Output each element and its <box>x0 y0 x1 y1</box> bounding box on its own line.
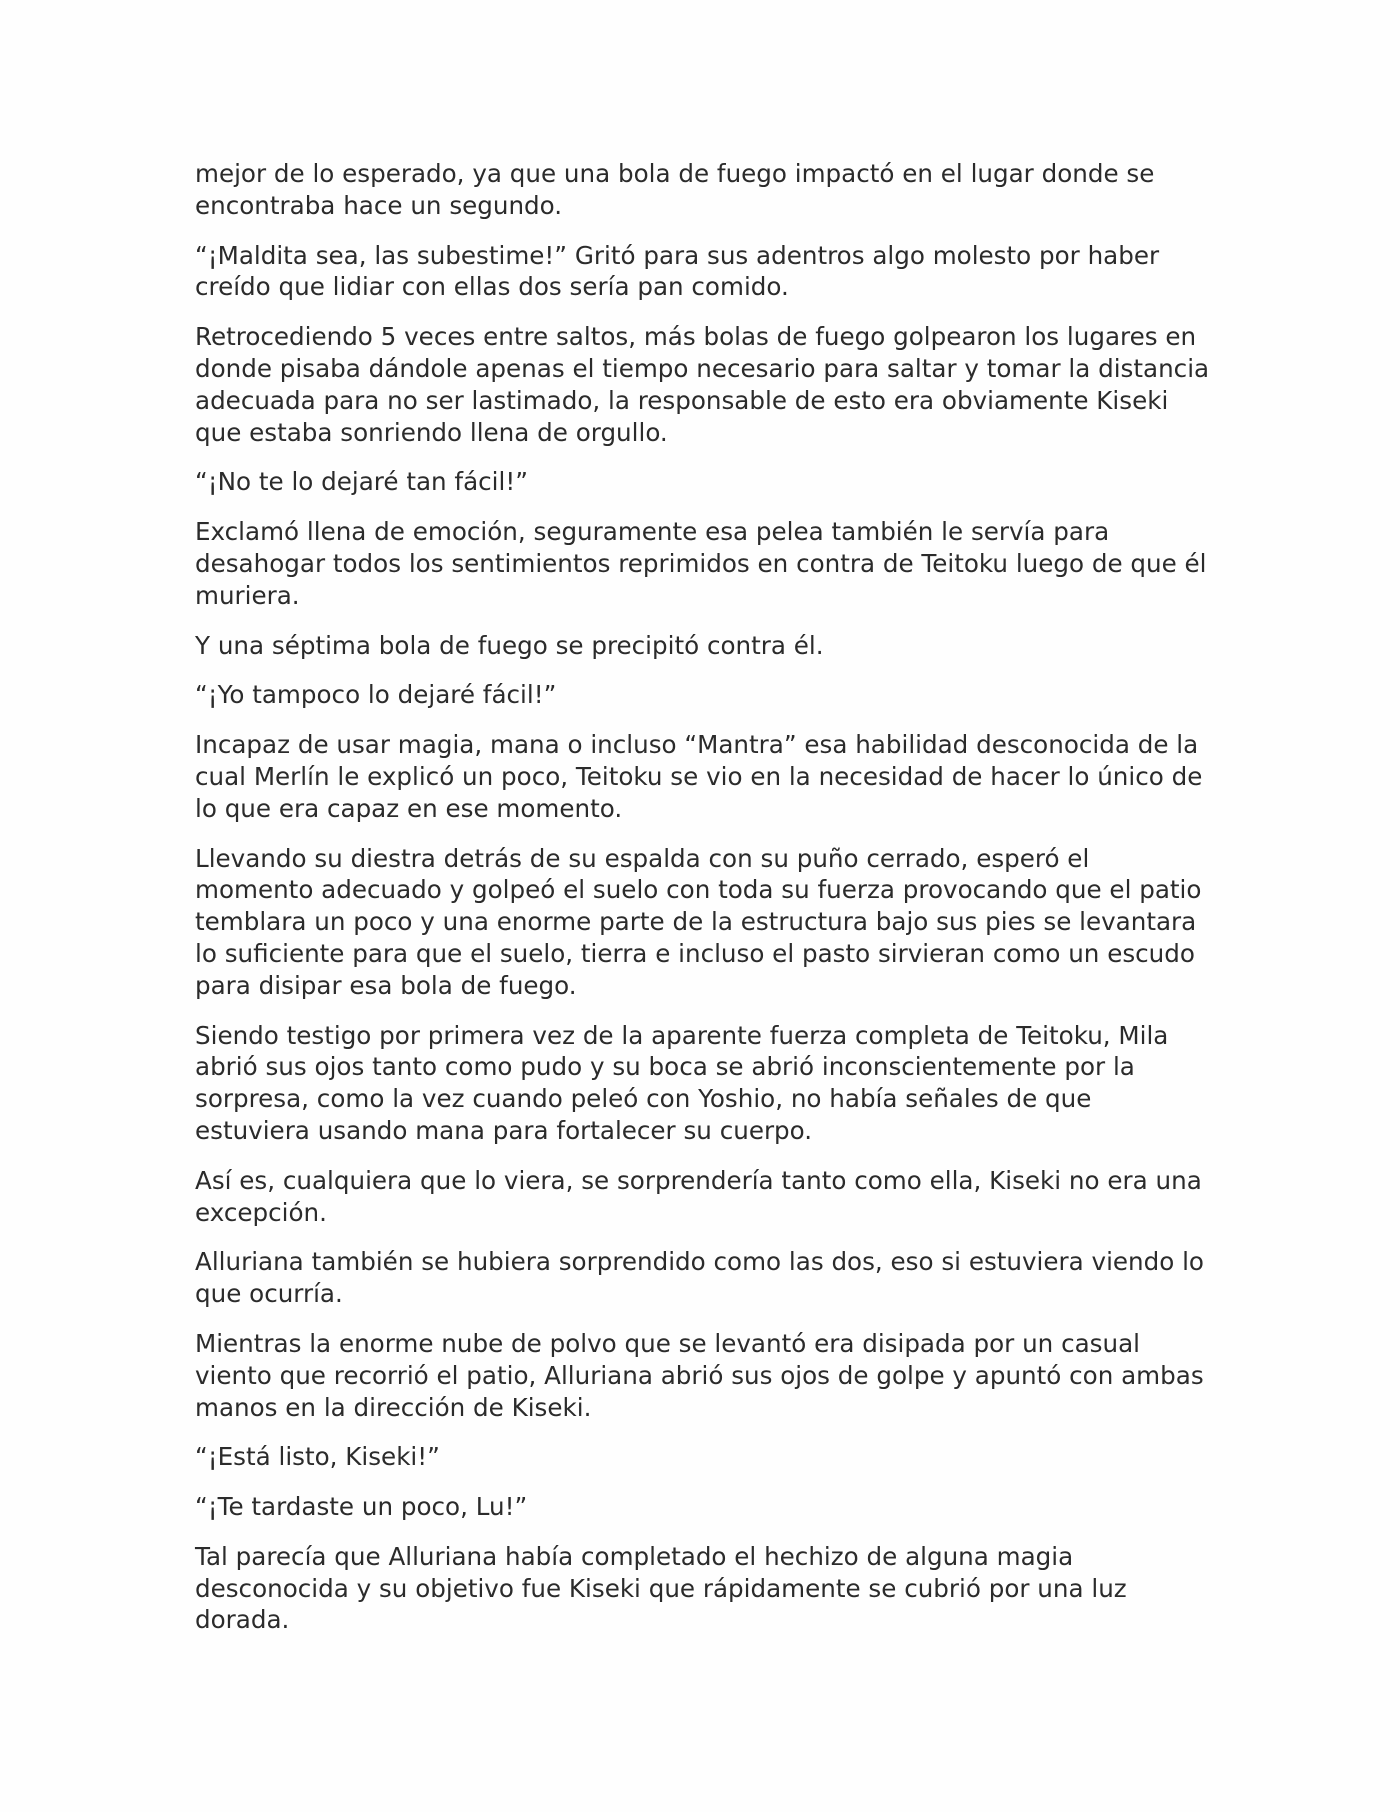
paragraph: Mientras la enorme nube de polvo que se levantó era disipada por un casual viento que recorrió el patio, Alluriana abrió sus ojos de golpe y apuntó con ambas manos en la dirección de Kiseki. <box>195 1328 1204 1422</box>
paragraph: Alluriana también se hubiera sorprendido como las dos, eso si estuviera viendo lo que ocurría. <box>195 1247 1204 1309</box>
paragraph: mejor de lo esperado, ya que una bola de fuego impactó en el lugar donde se encontraba hace un segundo. <box>195 159 1155 220</box>
paragraph: Retrocediendo 5 veces entre saltos, más bolas de fuego golpearon los lugares en donde pisaba dándole apenas el tiempo necesario para saltar y tomar la distancia adecuada para no ser lastimado, la responsable de esto era obviamente Kiseki que estaba sonriendo llena de orgullo. <box>195 322 1210 447</box>
paragraph: “¡Está listo, Kiseki!” <box>195 1442 440 1472</box>
paragraph: “¡Te tardaste un poco, Lu!” <box>195 1492 528 1522</box>
paragraph: Exclamó llena de emoción, seguramente esa pelea también le servía para desahogar todos los sentimientos reprimidos en contra de Teitoku luego de que él muriera. <box>195 517 1207 610</box>
paragraph: Tal parecía que Alluriana había completado el hechizo de alguna magia desconocida y su objetivo fue Kiseki que rápidamente se cubrió por una luz dorada. <box>195 1541 1127 1635</box>
paragraph: Así es, cualquiera que lo viera, se sorprendería tanto como ella, Kiseki no era una excepción. <box>195 1165 1202 1227</box>
paragraph: Llevando su diestra detrás de su espalda con su puño cerrado, esperó el momento adecuado y golpeó el suelo con toda su fuerza provocando que el patio temblara un poco y una enorme parte de la estructura bajo sus pies se levantara lo suficiente para que el suelo, tierra e incluso el pasto sirvieran como un escudo para disipar esa bola de fuego. <box>195 843 1202 1000</box>
paragraph: Siendo testigo por primera vez de la aparente fuerza completa de Teitoku, Mila abrió sus ojos tanto como pudo y su boca se abrió inconscientemente por la sorpresa, como la vez cuando peleó con Yoshio, no había señales de que estuviera usando mana para fortalecer su cuerpo. <box>195 1020 1169 1145</box>
paragraph: “¡No te lo dejaré tan fácil!” <box>195 467 528 497</box>
paragraph: Incapaz de usar magia, mana o incluso “Mantra” esa habilidad desconocida de la cual Merlín le explicó un poco, Teitoku se vio en la necesidad de hacer lo único de lo que era capaz en ese momento. <box>195 730 1203 823</box>
paragraph: “¡Maldita sea, las subestime!” Gritó para sus adentros algo molesto por haber creído que lidiar con ellas dos sería pan comido. <box>195 240 1160 302</box>
document-body <box>195 158 1210 1654</box>
paragraph: Y una séptima bola de fuego se precipitó contra él. <box>195 630 824 660</box>
paragraph: “¡Yo tampoco lo dejaré fácil!” <box>195 680 557 710</box>
